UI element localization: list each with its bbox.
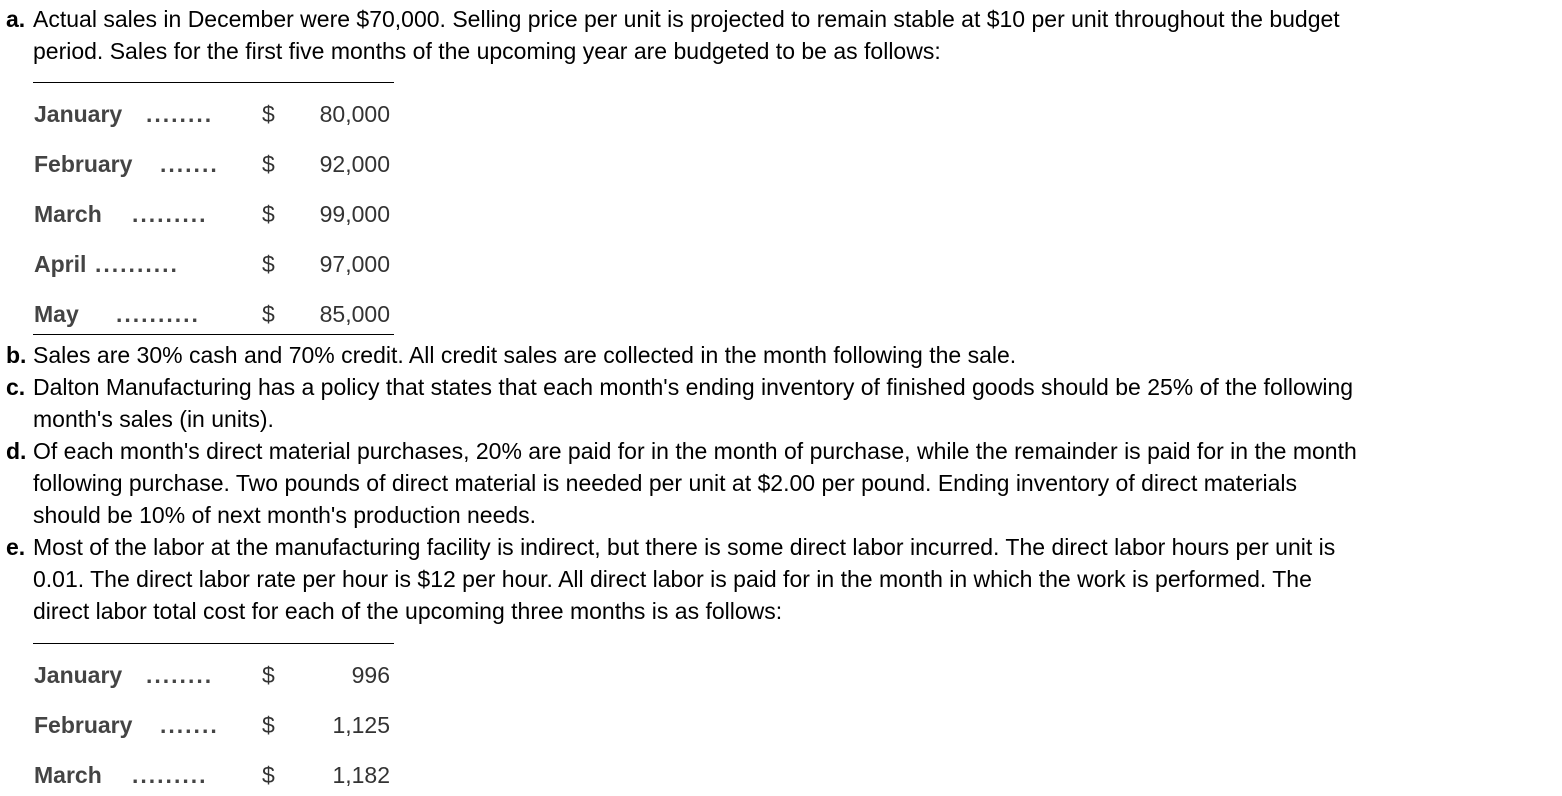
item-line: Sales are 30% cash and 70% credit. All credit sales are collected in the month following the sale. [33, 342, 1017, 368]
row-amount: 97,000 [319, 251, 390, 277]
row-currency: $ [262, 201, 275, 227]
item-line: 0.01. The direct labor rate per hour is $12 per hour. All direct labor is paid for in the month in which the work is performed. The [33, 566, 1312, 592]
row-month: January [34, 101, 123, 127]
table-row [33, 760, 394, 790]
item-line: Actual sales in December were $70,000. Selling price per unit is projected to remain stable at $10 per unit throughout the budget [33, 6, 1340, 32]
table-top-rule [33, 82, 394, 83]
row-currency: $ [262, 762, 275, 788]
row-month: January [34, 662, 123, 688]
leader-dots: .......... [116, 301, 200, 327]
row-currency: $ [262, 712, 275, 738]
item-line: period. Sales for the first five months of the upcoming year are budgeted to be as follows: [33, 38, 941, 64]
item-letter: a. [6, 6, 26, 32]
direct-labor-cost-table [33, 643, 394, 796]
leader-dots: ......... [132, 201, 208, 227]
leader-dots: ......... [132, 762, 208, 788]
item-e [6, 531, 1551, 627]
item-line: Most of the labor at the manufacturing facility is indirect, but there is some direct labor incurred. The direct labor hours per unit is [33, 534, 1336, 560]
row-amount: 92,000 [319, 151, 390, 177]
row-amount: 99,000 [319, 201, 390, 227]
item-d [6, 435, 1551, 531]
row-month: March [34, 201, 102, 227]
row-month: February [34, 151, 133, 177]
table-row [33, 299, 394, 329]
item-line: should be 10% of next month's production needs. [33, 502, 537, 528]
row-amount: 80,000 [319, 101, 390, 127]
item-line: Of each month's direct material purchases, 20% are paid for in the month of purchase, while the remainder is paid for in the month [33, 438, 1357, 464]
item-letter: d. [6, 438, 27, 464]
table-row [33, 710, 394, 740]
row-amount: 1,125 [332, 712, 390, 738]
table-top-rule [33, 643, 394, 644]
row-month: March [34, 762, 102, 788]
leader-dots: .......... [95, 251, 179, 277]
leader-dots: ....... [160, 151, 219, 177]
table-row [33, 660, 394, 690]
table-bottom-rule [33, 334, 394, 335]
row-currency: $ [262, 662, 275, 688]
item-line: following purchase. Two pounds of direct material is needed per unit at $2.00 per pound. Ending inventory of direct materials [33, 470, 1298, 496]
row-amount: 85,000 [319, 301, 390, 327]
item-line: month's sales (in units). [33, 406, 274, 432]
row-currency: $ [262, 101, 275, 127]
leader-dots: ........ [146, 101, 214, 127]
row-currency: $ [262, 251, 275, 277]
row-currency: $ [262, 301, 275, 327]
row-month: April [34, 251, 87, 277]
item-c [6, 371, 1551, 435]
table-row [33, 199, 394, 229]
table-row [33, 149, 394, 179]
row-currency: $ [262, 151, 275, 177]
leader-dots: ........ [146, 662, 214, 688]
leader-dots: ....... [160, 712, 219, 738]
item-letter: e. [6, 534, 26, 560]
sales-budget-table [33, 82, 394, 336]
table-row [33, 249, 394, 279]
row-month: February [34, 712, 133, 738]
item-letter: b. [6, 342, 27, 368]
row-amount: 996 [351, 662, 390, 688]
item-line: direct labor total cost for each of the upcoming three months is as follows: [33, 598, 783, 624]
item-a [6, 3, 1551, 67]
row-month: May [34, 301, 79, 327]
row-amount: 1,182 [332, 762, 390, 788]
item-b [6, 339, 1551, 371]
item-line: Dalton Manufacturing has a policy that states that each month's ending inventory of finished goods should be 25% of the following [33, 374, 1354, 400]
table-row [33, 99, 394, 129]
item-letter: c. [6, 374, 26, 400]
